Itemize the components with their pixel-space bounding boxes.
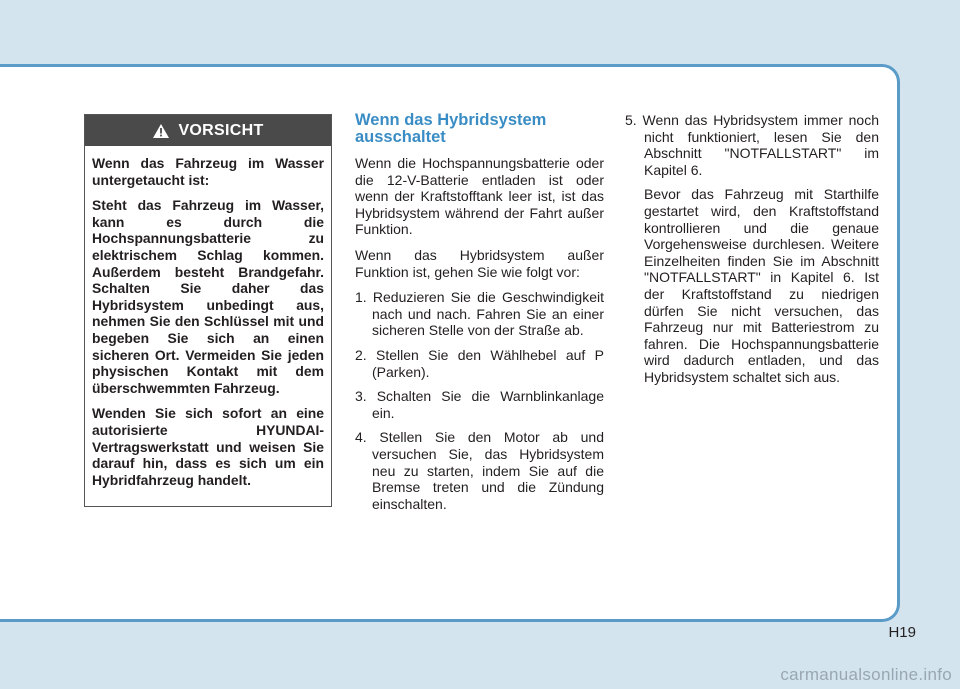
caution-body bbox=[85, 146, 331, 488]
caution-header bbox=[85, 115, 331, 146]
watermark: carmanualsonline.info bbox=[780, 665, 952, 684]
middle-column bbox=[355, 112, 604, 520]
caution-paragraph: Steht das Fahrzeug im Wasser, kann es durch die Hochspannungsbatterie zu elektrischem Schlag kommen. Außerdem besteht Brandgefahr. Schalten Sie daher das Hybridsystem unbedingt aus, nehmen Sie den Schlüssel mit und begeben Sie sich an einen sicheren Ort. Vermeiden Sie jeden physischen Kontakt mit dem überschwemmten Fahrzeug. bbox=[92, 197, 324, 396]
intro-paragraph: Wenn das Hybridsystem außer Funktion ist, gehen Sie wie folgt vor: bbox=[355, 246, 604, 280]
right-column bbox=[625, 112, 879, 386]
caution-title: VORSICHT bbox=[178, 121, 264, 139]
warning-triangle-icon bbox=[152, 123, 170, 139]
caution-box bbox=[84, 114, 332, 507]
intro-paragraph: Wenn die Hochspannungsbatterie oder die 12-V-Batterie entladen ist oder wenn der Kraftstofftank leer ist, ist das Hybridsystem während der Fahrt außer Funktion. bbox=[355, 155, 604, 238]
step-5-followup: Bevor das Fahrzeug mit Starthilfe gestartet wird, den Kraftstoffstand kontrollieren und die genaue Vorgehensweise durchlesen. Weitere Einzelheiten finden Sie im Abschnitt "NOTFALLSTART" in Kapitel 6. Ist der Kraftstoffstand zu niedrigen dürfen Sie nicht versuchen, das Fahrzeug nur mit Batteriestrom zu fahren. Die Hochspannungsbatterie wird dadurch entladen, und das Hybridsystem schaltet sich aus. bbox=[644, 186, 879, 385]
step-item: 3. Schalten Sie die Warnblinkanlage ein. bbox=[355, 388, 604, 421]
step-item: 1. Reduzieren Sie die Geschwindigkeit nach und nach. Fahren Sie an einer sicheren Stelle von der Straße ab. bbox=[355, 289, 604, 339]
caution-paragraph: Wenden Sie sich sofort an eine autorisierte HYUNDAI-Vertragswerkstatt und weisen Sie darauf hin, dass es sich um ein Hybridfahrzeug handelt. bbox=[92, 405, 324, 488]
step-item: 5. Wenn das Hybridsystem immer noch nicht funktioniert, lesen Sie den Abschnitt "NOTFALLSTART" im Kapitel 6. bbox=[625, 112, 879, 178]
section-title: Wenn das Hybridsystem ausschaltet bbox=[355, 111, 547, 146]
step-item: 2. Stellen Sie den Wählhebel auf P (Parken). bbox=[355, 346, 604, 380]
page-number: H19 bbox=[888, 624, 916, 641]
caution-paragraph: Wenn das Fahrzeug im Wasser untergetaucht ist: bbox=[92, 155, 324, 188]
step-item: 4. Stellen Sie den Motor ab und versuchen Sie, das Hybridsystem neu zu starten, indem Sie auf die Bremse treten und die Zündung einschalten. bbox=[355, 429, 604, 512]
steps-list bbox=[355, 289, 604, 512]
steps-list-continued bbox=[625, 112, 879, 178]
